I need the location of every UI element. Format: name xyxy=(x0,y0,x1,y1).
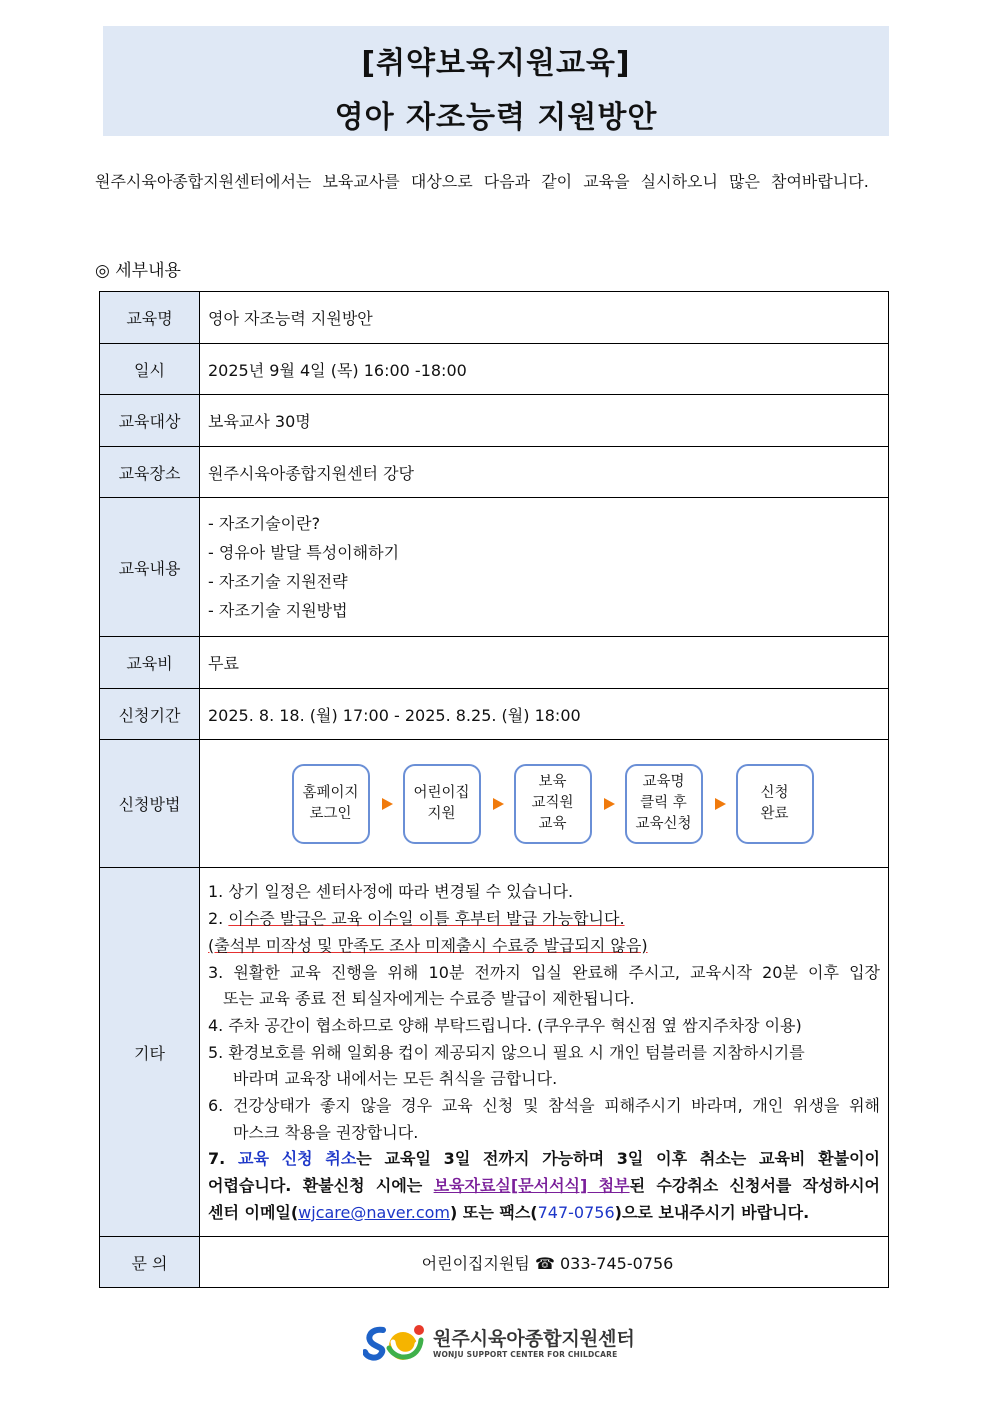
content-item: - 자조기술이란? xyxy=(208,514,321,533)
value-name: 영아 자조능력 지원방안 xyxy=(200,292,889,344)
arrow-right-icon xyxy=(382,798,393,810)
label-content: 교육내용 xyxy=(100,498,200,637)
row-method xyxy=(100,740,889,868)
note-7c-end: )으로 보내주시기 바랍니다. xyxy=(614,1202,810,1222)
org-name: 원주시육아종합지원센터 xyxy=(433,1328,635,1350)
arrow-right-icon xyxy=(493,798,504,810)
note-3a: 3. 원활한 교육 진행을 위해 10분 전까지 입실 완료해 주시고, 교육시작 20분 이후 입장 xyxy=(208,962,880,982)
value-place: 원주시육아종합지원센터 강당 xyxy=(200,447,889,498)
note-4: 4. 주차 공간이 협소하므로 양해 부탁드립니다. (쿠우쿠우 혁신점 옆 쌈지주차장 이용) xyxy=(208,1015,802,1035)
step-select-course: 교육명 클릭 후 교육신청 xyxy=(625,764,703,844)
title-banner xyxy=(103,26,889,136)
note-5b: 바라며 교육장 내에서는 모든 취식을 금합니다. xyxy=(233,1069,558,1089)
note-1: 1. 상기 일정은 센터사정에 따라 변경될 수 있습니다. xyxy=(208,882,574,902)
value-content xyxy=(200,498,889,637)
row-date xyxy=(100,344,889,395)
note-2-detail: (출석부 미작성 및 만족도 조사 미제출시 수료증 발급되지 않음) xyxy=(208,935,648,955)
step-daycare-support: 어린이집 지원 xyxy=(403,764,481,844)
resource-room-link[interactable]: 보육자료실[문서서식] 첨부 xyxy=(433,1176,630,1196)
email-link[interactable]: wjcare@naver.com xyxy=(298,1202,450,1222)
note-2-number: 2. xyxy=(208,909,229,929)
intro-paragraph: 원주시육아종합지원센터에서는 보육교사를 대상으로 다음과 같이 교육을 실시하오니 많은 참여바랍니다. xyxy=(95,172,869,191)
label-fee: 교육비 xyxy=(100,637,200,689)
note-2-underlined: 이수증 발급은 교육 이수일 이틀 후부터 발급 가능합니다. xyxy=(228,909,625,929)
value-period: 2025. 8. 18. (월) 17:00 - 2025. 8.25. (월) 18:00 xyxy=(200,689,889,740)
label-contact: 문 의 xyxy=(100,1237,200,1288)
note-3b: 또는 교육 종료 전 퇴실자에게는 수료증 발급이 제한됩니다. xyxy=(223,989,635,1009)
value-date: 2025년 9월 4일 (목) 16:00 -18:00 xyxy=(200,344,889,395)
value-method xyxy=(200,740,889,868)
details-table xyxy=(99,291,889,1288)
label-target: 교육대상 xyxy=(100,395,200,447)
row-place xyxy=(100,447,889,498)
title-line-2: 영아 자조능력 지원방안 xyxy=(334,100,658,135)
value-etc xyxy=(200,868,889,1237)
value-target: 보육교사 30명 xyxy=(200,395,889,447)
footer-logo xyxy=(363,1322,643,1364)
row-target xyxy=(100,395,889,447)
application-steps xyxy=(208,764,887,844)
row-etc xyxy=(100,868,889,1237)
note-6b: 마스크 착용을 권장합니다. xyxy=(233,1122,419,1142)
step-staff-education: 보육 교직원 교육 xyxy=(514,764,592,844)
content-item: - 영유아 발달 특성이해하기 xyxy=(208,543,400,562)
value-fee: 무료 xyxy=(200,637,889,689)
content-item: - 자조기술 지원전략 xyxy=(208,572,348,591)
step-complete: 신청 완료 xyxy=(736,764,814,844)
label-name: 교육명 xyxy=(100,292,200,344)
center-logo-icon xyxy=(363,1322,427,1364)
label-etc: 기타 xyxy=(100,868,200,1237)
row-contact xyxy=(100,1237,889,1288)
value-contact: 어린이집지원팀 ☎ 033-745-0756 xyxy=(200,1237,889,1288)
row-name xyxy=(100,292,889,344)
note-7b-rest: 된 수강취소 신청서를 작성하시어 xyxy=(629,1176,880,1196)
note-7c-mid: ) 또는 팩스( xyxy=(450,1202,538,1222)
label-place: 교육장소 xyxy=(100,447,200,498)
content-item: - 자조기술 지원방법 xyxy=(208,601,348,620)
note-7b-text: 어렵습니다. 환불신청 시에는 xyxy=(208,1176,434,1196)
step-homepage-login: 홈페이지 로그인 xyxy=(292,764,370,844)
note-5a: 5. 환경보호를 위해 일회용 컵이 제공되지 않으니 필요 시 개인 텀블러를 지참하시기를 xyxy=(208,1042,805,1062)
arrow-right-icon xyxy=(715,798,726,810)
section-label: ◎ 세부내용 xyxy=(95,261,181,281)
row-fee xyxy=(100,637,889,689)
row-content xyxy=(100,498,889,637)
org-subtitle: WONJU SUPPORT CENTER FOR CHILDCARE xyxy=(433,1350,618,1359)
arrow-right-icon xyxy=(604,798,615,810)
label-method: 신청방법 xyxy=(100,740,200,868)
note-7c-text: 센터 이메일( xyxy=(208,1202,299,1222)
note-7c xyxy=(208,1200,880,1227)
label-date: 일시 xyxy=(100,344,200,395)
note-7-number: 7. xyxy=(208,1149,238,1169)
note-7-text: 는 교육일 3일 전까지 가능하며 3일 이후 취소는 교육비 환불이이 xyxy=(356,1149,880,1169)
note-7-highlight: 교육 신청 취소 xyxy=(238,1149,357,1169)
note-7b xyxy=(208,1173,880,1200)
label-period: 신청기간 xyxy=(100,689,200,740)
note-2 xyxy=(208,906,880,933)
note-6a: 6. 건강상태가 좋지 않을 경우 교육 신청 및 참석을 피해주시기 바라며, 개인 위생을 위해 xyxy=(208,1096,880,1116)
fax-number: 747-0756 xyxy=(537,1202,615,1222)
note-7a xyxy=(208,1146,880,1173)
title-line-1: [취약보육지원교육] xyxy=(361,46,631,81)
row-period xyxy=(100,689,889,740)
